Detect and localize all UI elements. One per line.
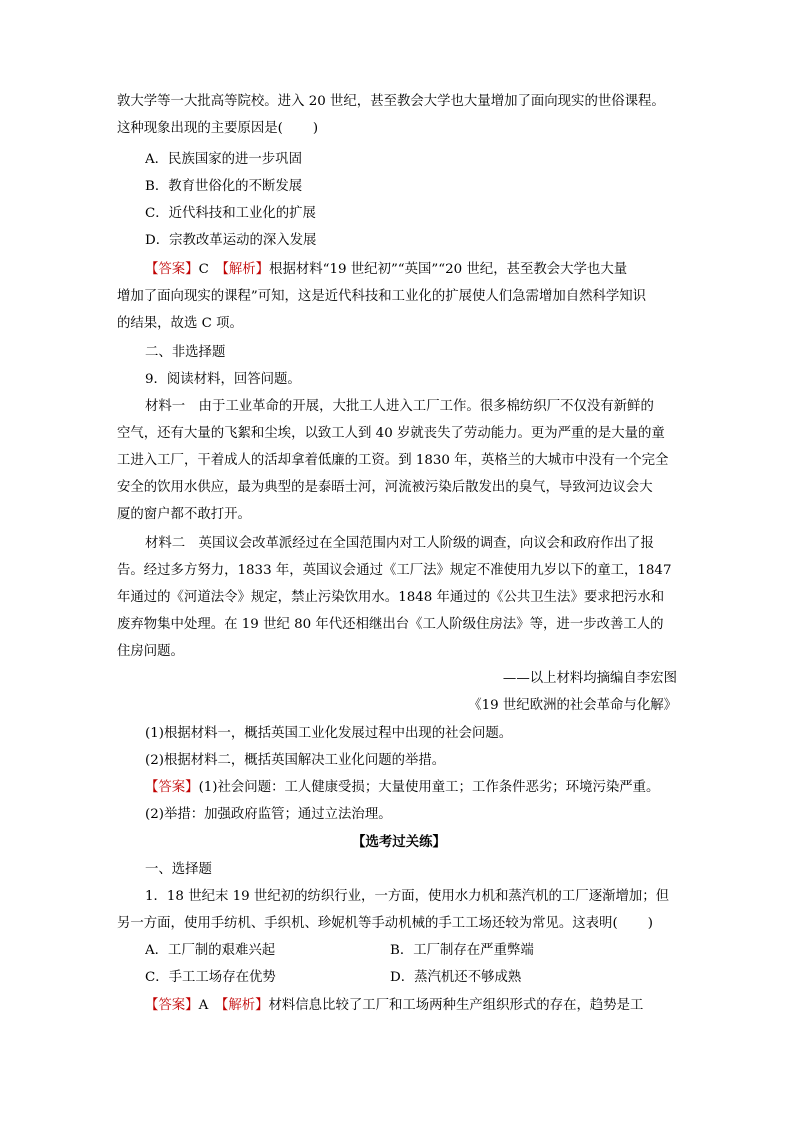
q9-material1-line: 安全的饮用水供应，最为典型的是泰晤士河，河流被污染后散发出的臭气，导致河边议会大 bbox=[117, 480, 653, 495]
p1-stem-line: 1．18 世纪末 19 世纪初的纺织行业，一方面，使用水力机和蒸汽机的工厂逐渐增加；但 bbox=[145, 889, 670, 904]
q9-answer-line: 【答案】(1)社会问题：工人健康受损；大量使用童工；工作条件恶劣；环境污染严重。 bbox=[145, 780, 660, 795]
q8-analysis-line: 的结果，故选 C 项。 bbox=[117, 316, 243, 331]
q9-material2-line: 材料二 英国议会改革派经过在全国范围内对工人阶级的调查，向议会和政府作出了报 bbox=[145, 536, 654, 551]
p1-option-c: C．手工工场存在优势 bbox=[145, 970, 276, 985]
q9-source-book: 《19 世纪欧洲的社会革命与化解》 bbox=[468, 698, 677, 713]
p1-option-b: B．工厂制存在严重弊端 bbox=[390, 943, 534, 958]
q9-material1-line: 厦的窗户都不敢打开。 bbox=[117, 507, 251, 522]
section-heading-choice: 一、选择题 bbox=[145, 862, 212, 877]
p1-answer-line: 【答案】A 【解析】材料信息比较了工厂和工场两种生产组织形式的存在，趋势是工 bbox=[145, 998, 644, 1013]
analysis-tag: 【解析】 bbox=[221, 998, 269, 1013]
q9-subquestion-2: (2)根据材料二，概括英国解决工业化问题的举措。 bbox=[145, 753, 446, 768]
q9-prompt: 9．阅读材料，回答问题。 bbox=[145, 372, 301, 387]
q9-source-line: ——以上材料均摘编自李宏图 bbox=[502, 671, 677, 686]
answer-value: A bbox=[198, 998, 209, 1013]
q8-answer-line: 【答案】C 【解析】根据材料“19 世纪初”“英国”“20 世纪，甚至教会大学也大量 bbox=[145, 262, 628, 277]
q8-option-a: A．民族国家的进一步巩固 bbox=[145, 152, 302, 167]
q9-material1-line: 材料一 由于工业革命的开展，大批工人进入工厂工作。很多棉纺织厂不仅没有新鲜的 bbox=[145, 399, 654, 414]
q9-material2-line: 住房问题。 bbox=[117, 644, 184, 659]
q9-material2-line: 废弃物集中处理。在 19 世纪 80 年代还相继出台《工人阶级住房法》等，进一步改善工人的 bbox=[117, 617, 664, 632]
q8-stem-line: 敦大学等一大批高等院校。进入 20 世纪，甚至教会大学也大量增加了面向现实的世俗课程。 bbox=[117, 94, 665, 109]
q9-material2-line: 告。经过多方努力，1833 年，英国议会通过《工厂法》规定不准使用九岁以下的童工，1847 bbox=[117, 563, 672, 578]
q9-subquestion-1: (1)根据材料一，概括英国工业化发展过程中出现的社会问题。 bbox=[145, 726, 513, 741]
q9-material2-line: 年通过的《河道法令》规定，禁止污染饮用水。1848 年通过的《公共卫生法》要求把污水和 bbox=[117, 590, 665, 605]
q8-option-c: C．近代科技和工业化的扩展 bbox=[145, 206, 316, 221]
answer-tag: 【答案】 bbox=[145, 998, 199, 1013]
practice-heading: 【选考过关练】 bbox=[352, 834, 446, 850]
q8-option-d: D．宗教改革运动的深入发展 bbox=[145, 233, 317, 248]
q8-stem-line: 这种现象出现的主要原因是( ) bbox=[117, 121, 319, 136]
q9-material1-line: 工进入工厂，干着成人的活却拿着低廉的工资。到 1830 年，英格兰的大城市中没有一个完全 bbox=[117, 453, 669, 468]
section-heading-nonchoice: 二、非选择题 bbox=[145, 345, 226, 360]
p1-option-d: D．蒸汽机还不够成熟 bbox=[390, 970, 522, 985]
answer-tag: 【答案】 bbox=[145, 262, 199, 277]
q9-material1-line: 空气，还有大量的飞絮和尘埃，以致工人到 40 岁就丧失了劳动能力。更为严重的是大量的童 bbox=[117, 426, 665, 441]
q8-option-b: B．教育世俗化的不断发展 bbox=[145, 179, 303, 194]
q8-analysis-line: 增加了面向现实的课程”可知，这是近代科技和工业化的扩展使人们急需增加自然科学知识 bbox=[117, 289, 647, 304]
analysis-tag: 【解析】 bbox=[222, 262, 270, 277]
p1-option-a: A．工厂制的艰难兴起 bbox=[145, 943, 276, 958]
answer-tag: 【答案】 bbox=[145, 780, 199, 795]
answer-value: C bbox=[198, 262, 209, 277]
p1-stem-line: 另一方面，使用手纺机、手织机、珍妮机等手动机械的手工工场还较为常见。这表明( ) bbox=[117, 916, 653, 931]
q9-answer-line: (2)举措：加强政府监管；通过立法治理。 bbox=[145, 807, 392, 822]
